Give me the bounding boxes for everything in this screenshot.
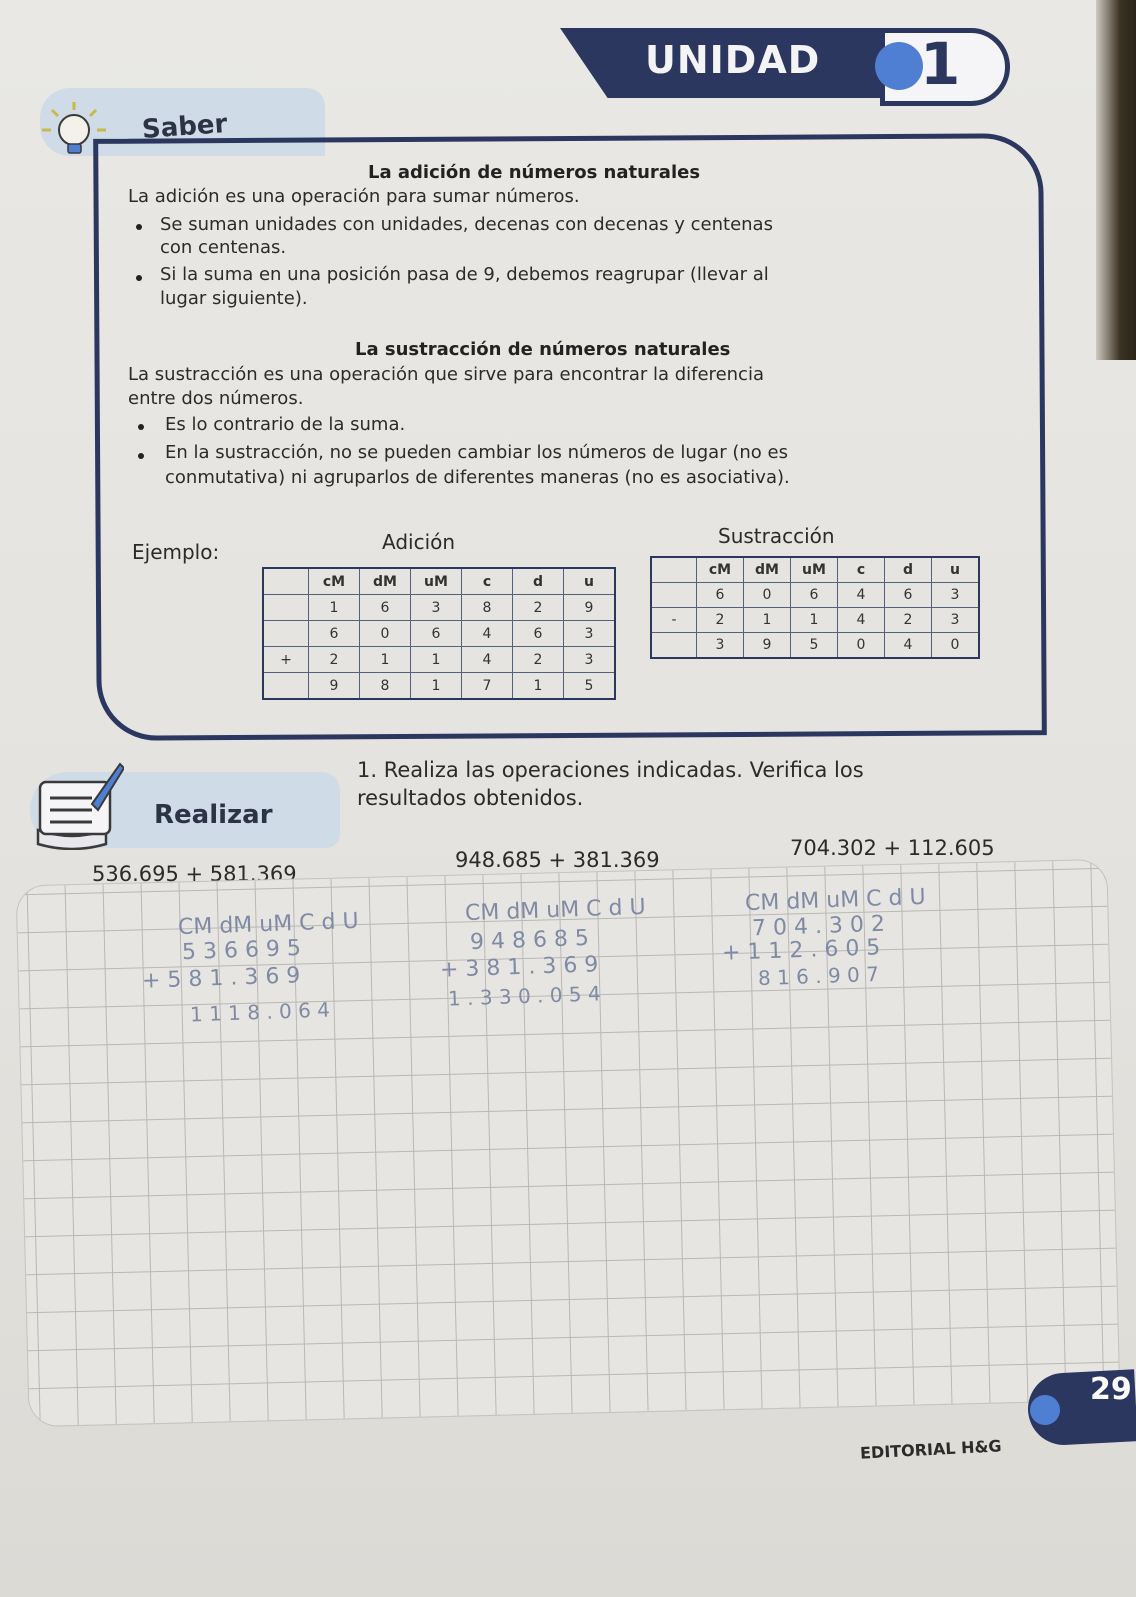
table-cell: 4 [462,621,513,647]
bullet-icon [136,224,142,230]
handwriting-1-line-1: 5 3 6 6 9 5 [181,935,302,966]
handwriting-3-result: 8 1 6 . 9 0 7 [757,961,880,991]
unit-label: UNIDAD [645,38,821,82]
sustraccion-intro-line-1: La sustracción es una operación que sirve para encontrar la diferencia [128,364,764,385]
table-cell: 1 [791,608,838,633]
bullet-icon [136,275,142,281]
sustraccion-example-label: Sustracción [718,524,835,548]
handwriting-2-header: CM dM uM C d U [464,894,646,927]
table-cell: 3 [564,621,616,647]
table-cell: 1 [744,608,791,633]
table-cell: - [651,608,697,633]
table-row [263,621,615,647]
table-header-cell: cM [309,568,360,595]
adicion-intro: La adición es una operación para sumar números. [128,186,580,207]
table-cell: 4 [462,647,513,673]
sustraccion-bullet-2-line-2: conmutativa) ni agruparlos de diferentes maneras (no es asociativa). [165,467,790,488]
table-cell: 3 [932,583,980,608]
table-header-cell [263,568,309,595]
table-cell: 7 [462,673,513,700]
table-header-cell: d [513,568,564,595]
adicion-bullet-1-line-2: con centenas. [160,237,287,258]
handwriting-3-line-1: 7 0 4 . 3 0 2 [751,911,886,942]
table-cell: 2 [513,595,564,621]
ejemplo-label: Ejemplo: [132,540,220,564]
bullet-icon [138,453,144,459]
table-cell: 6 [791,583,838,608]
handwriting-1-header: CM dM uM C d U [177,908,359,941]
table-cell: 9 [744,633,791,659]
table-cell: 2 [697,608,744,633]
table-cell: 6 [360,595,411,621]
realizar-heading: Realizar [154,800,273,830]
table-cell: 2 [885,608,932,633]
operation-3: 704.302 + 112.605 [790,836,995,860]
handwriting-2-line-1: 9 4 8 6 8 5 [469,925,590,956]
saber-heading: Saber [141,109,229,145]
table-cell: 1 [360,647,411,673]
table-cell: 0 [744,583,791,608]
table-cell [263,621,309,647]
table-cell: 1 [513,673,564,700]
table-cell: 1 [309,595,360,621]
publisher-label: EDITORIAL H&G [859,1436,1002,1463]
operation-2: 948.685 + 381.369 [455,848,660,872]
table-cell: 4 [838,583,885,608]
adicion-bullet-1-line-1: Se suman unidades con unidades, decenas con decenas y centenas [160,214,773,235]
adicion-bullet-2-line-1: Si la suma en una posición pasa de 9, debemos reagrupar (llevar al [160,264,769,285]
page-edge-shadow [1096,0,1136,360]
table-header-cell [651,557,697,583]
table-header-cell: dM [360,568,411,595]
table-row [651,633,979,659]
addition-example-table [262,567,616,700]
table-cell [263,595,309,621]
table-row [651,583,979,608]
table-row [263,673,615,700]
sustraccion-bullet-2-line-1: En la sustracción, no se pueden cambiar los números de lugar (no es [165,442,788,463]
table-cell: 3 [932,608,980,633]
adicion-bullet-2-line-2: lugar siguiente). [160,288,308,309]
table-cell: 0 [360,621,411,647]
table-header-cell: u [932,557,980,583]
table-header-cell: dM [744,557,791,583]
table-header-cell: c [462,568,513,595]
operation-1: 536.695 + 581.369 [92,862,297,886]
notebook-pencil-icon [32,760,124,850]
table-cell: 9 [309,673,360,700]
sustraccion-intro-line-2: entre dos números. [128,388,304,409]
bullet-icon [138,424,144,430]
table-cell: 6 [697,583,744,608]
table-row [263,647,615,673]
table-cell: 5 [791,633,838,659]
table-cell: 2 [513,647,564,673]
table-cell: 6 [513,621,564,647]
handwriting-3-header: CM dM uM C d U [744,884,926,917]
table-cell: 5 [564,673,616,700]
table-cell: 6 [885,583,932,608]
instruction-line-2: resultados obtenidos. [357,786,584,810]
table-cell: 0 [932,633,980,659]
handwriting-2-result: 1 . 3 3 0 . 0 5 4 [447,981,602,1011]
sustraccion-bullet-1: Es lo contrario de la suma. [165,414,406,435]
table-cell: 1 [411,647,462,673]
table-cell [651,633,697,659]
table-header-cell: u [564,568,616,595]
table-cell: 3 [411,595,462,621]
table-cell [651,583,697,608]
table-cell: 0 [838,633,885,659]
unit-badge-accent [875,42,923,90]
adicion-title: La adición de números naturales [368,162,701,183]
adicion-example-label: Adición [382,530,456,554]
sustraccion-title: La sustracción de números naturales [355,339,731,360]
table-cell: 1 [411,673,462,700]
table-header-cell: d [885,557,932,583]
handwriting-3-line-2: + 1 1 2 . 6 0 5 [721,935,881,966]
table-header-cell: uM [791,557,838,583]
instruction-line-1: 1. Realiza las operaciones indicadas. Verifica los [357,758,864,782]
table-cell: 9 [564,595,616,621]
table-cell: 2 [309,647,360,673]
table-row [263,595,615,621]
page-number: 29 [1090,1372,1132,1407]
table-cell: 3 [564,647,616,673]
unit-number: 1 [920,30,961,98]
table-cell: 4 [885,633,932,659]
page-number-dot [1030,1395,1060,1425]
table-header-cell: c [838,557,885,583]
table-cell: 3 [697,633,744,659]
handwriting-2-line-2: + 3 8 1 . 3 6 9 [439,952,599,983]
table-cell [263,673,309,700]
table-cell: 4 [838,608,885,633]
table-cell: 8 [360,673,411,700]
table-cell: 6 [411,621,462,647]
table-cell: 8 [462,595,513,621]
subtraction-example-table [650,556,980,659]
table-header-cell: cM [697,557,744,583]
handwriting-1-result: 1 1 1 8 . 0 6 4 [189,997,331,1027]
table-cell: + [263,647,309,673]
table-row [651,608,979,633]
handwriting-1-line-2: + 5 8 1 . 3 6 9 [141,963,301,994]
table-header-cell: uM [411,568,462,595]
table-cell: 6 [309,621,360,647]
